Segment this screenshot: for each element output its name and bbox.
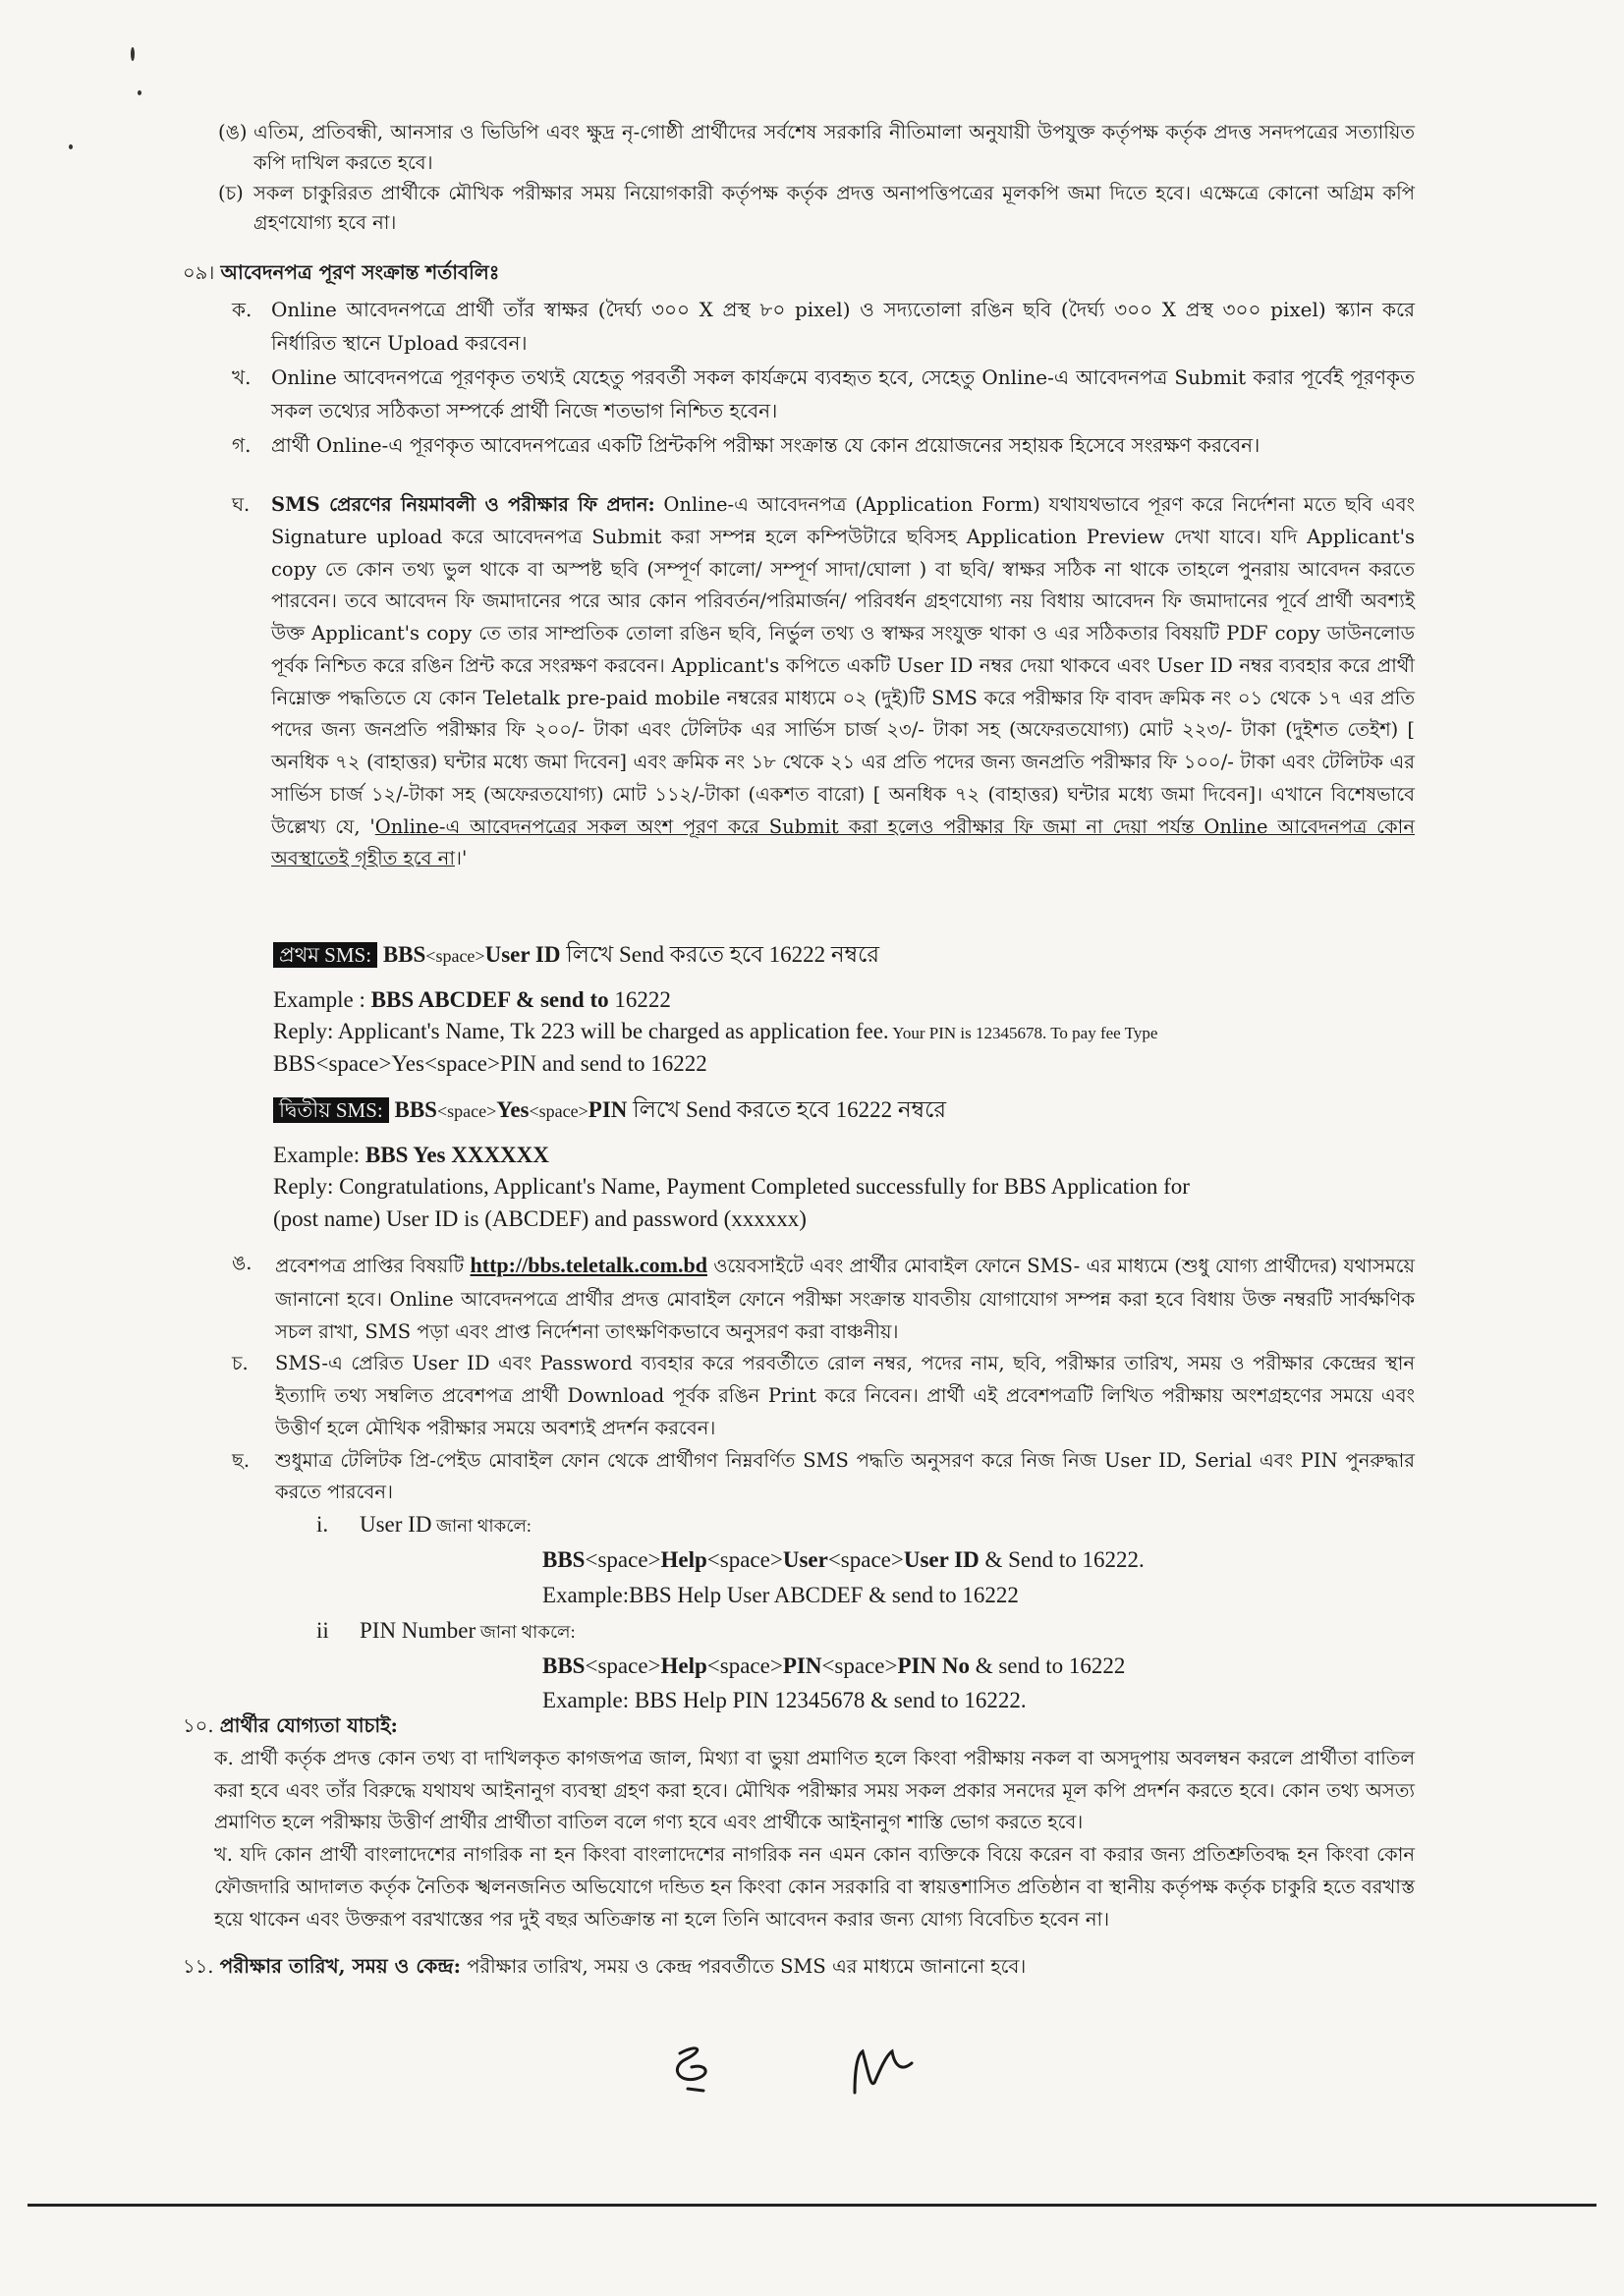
list-marker: ii	[316, 1617, 329, 1643]
scan-mark	[69, 144, 73, 149]
space-token: <space>	[821, 1652, 898, 1678]
note-tail: ।'	[454, 847, 468, 870]
cmd-part: PIN	[782, 1652, 822, 1678]
item-marker: ঙ.	[232, 1252, 252, 1274]
section-heading: প্রার্থীর যোগ্যতা যাচাই:	[219, 1713, 398, 1737]
section-09-heading	[183, 257, 1362, 289]
item-marker: চ.	[232, 1352, 249, 1375]
section-number: ০৯।	[183, 261, 215, 284]
item-text: SMS-এ প্রেরিত User ID এবং Password ব্যবহার করে পরবর্তীতে রোল নম্বর, পদের নাম, ছবি, পরীক্ষার তারিখ, সময় ও পরীক্ষার কেন্দ্রের স্থান ইত্যাদি তথ্য সম্বলিত প্রবেশপত্র প্রার্থী Download পূর্বক রঙিন Print করে নিবেন। প্রার্থী এই প্রবেশপত্রটি লিখিত পরীক্ষায় অংশগ্রহণের সময়ে এবং উত্তীর্ণ হলে মৌখিক পরীক্ষার সময়ে অবশ্যই প্রদর্শন করবেন।	[275, 1352, 1415, 1439]
section-09-more	[232, 1248, 1415, 1509]
sms-cmd: PIN	[588, 1097, 628, 1122]
item-6-nga	[218, 118, 1415, 179]
first-sms-reply	[273, 1016, 1423, 1047]
sms-cmd: BBS	[394, 1097, 437, 1122]
recover-ii	[316, 1613, 1397, 1649]
item-marker: খ.	[232, 364, 252, 389]
item-text: ওয়েবসাইটে এবং প্রার্থীর মোবাইল ফোনে SMS- এর মাধ্যমে (শুধু যোগ্য প্রার্থীদের) যথাসময়ে জানানো হবে। Online আবেদনপত্রে প্রার্থীর প্রদত্ত মোবাইল ফোনে পরীক্ষা সংক্রান্ত যাবতীয় যোগাযোগ সম্পন্ন করা হবে বিধায় উক্ত নম্বরটি সার্বক্ষণিক সচল রাখা, SMS পড়া এবং প্রাপ্ত নির্দেশনা তাৎক্ষণিকভাবে অনুসরণ করা বাঞ্চনীয়।	[275, 1255, 1415, 1343]
space-token: <space>	[529, 1101, 588, 1121]
second-sms-reply-2: (post name) User ID is (ABCDEF) and password (xxxxxx)	[273, 1205, 807, 1231]
recover-i-cmd	[316, 1542, 1397, 1578]
section-09-items	[232, 293, 1415, 462]
scan-mark	[131, 47, 135, 61]
recover-i	[316, 1507, 1397, 1542]
first-sms-reply-2: BBS<space>Yes<space>PIN and send to 16222	[273, 1050, 707, 1076]
example-number: 16222	[608, 987, 671, 1013]
item-9-nga	[232, 1248, 1415, 1348]
section-text: পরীক্ষার তারিখ, সময় ও কেন্দ্র পরবর্তীতে SMS এর মাধ্যমে জানানো হবে।	[461, 1955, 1027, 1978]
second-sms-reply: Reply: Congratulations, Applicant's Name, Payment Completed successfully for BBS Application for	[273, 1174, 1190, 1200]
second-sms-line	[273, 1094, 1423, 1126]
item-text: প্রবেশপত্র প্রাপ্তির বিষয়টি	[275, 1255, 471, 1277]
important-note: Online-এ আবেদনপত্রের সকল অংশ পূরণ করে Submit করা হলেও পরীক্ষার ফি জমা না দেয়া পর্যন্ত Online আবেদনপত্র কোন অবস্থাতেই গৃহীত হবে না	[271, 814, 1415, 870]
item-text: এতিম, প্রতিবন্ধী, আনসার ও ভিডিপি এবং ক্ষুদ্র নৃ-গোষ্ঠী প্রার্থীদের সর্বশেষ সরকারি নীতিমালা অনুযায়ী উপযুক্ত কর্তৃপক্ষ কর্তৃক প্রদত্ত সনদপত্রের সত্যায়িত কপি দাখিল করতে হবে।	[253, 121, 1415, 174]
item-9-gha	[232, 489, 1415, 875]
item-marker: ক.	[232, 298, 252, 321]
section-number: ১০.	[183, 1714, 214, 1737]
cmd-part: User	[782, 1546, 828, 1572]
item-text: সকল চাকুরিরত প্রার্থীকে মৌখিক পরীক্ষার সময় নিয়োগকারী কর্তৃপক্ষ কর্তৃক প্রদত্ত অনাপত্তিপত্রের মূলকপি জমা দিতে হবে। এক্ষেত্রে কোনো অগ্রিম কপি গ্রহণযোগ্য হবে না।	[253, 181, 1415, 235]
first-sms-label: প্রথম SMS:	[273, 942, 377, 968]
item-text: প্রার্থী Online-এ পূরণকৃত আবেদনপত্রের একটি প্রিন্টকপি পরীক্ষা সংক্রান্ত যে কোন প্রয়োজনের সহায়ক হিসেবে সংরক্ষণ করবেন।	[271, 432, 1260, 457]
item-text-wrap	[271, 489, 1415, 875]
cmd-tail: & send to 16222	[969, 1652, 1126, 1678]
first-sms-example	[273, 984, 1423, 1016]
cmd-part: BBS	[542, 1652, 586, 1678]
teletalk-link[interactable]: http://bbs.teletalk.com.bd	[470, 1253, 707, 1277]
recover-label: User ID	[360, 1512, 432, 1537]
section-11-line	[183, 1951, 1415, 1983]
section-10-kha: খ. যদি কোন প্রার্থী বাংলাদেশের নাগরিক না হন কিংবা বাংলাদেশের নাগরিক নন এমন কোন ব্যক্তিকে বিয়ে করেন বা করার জন্য প্রতিশ্রুতিবদ্ধ হন কিংবা কোন ফৌজদারি আদালত কর্তৃক নৈতিক স্খলনজনিত অভিযোগে দন্ডিত হন কিংবা কোন সরকারি বা স্বায়ত্তশাসিত প্রতিষ্ঠান বা স্থানীয় কর্তৃপক্ষ কর্তৃক চাকুরি হতে বরখাস্ত হয়ে থাকেন এবং উক্তরূপ বরখাস্তের পর দুই বছর অতিক্রান্ত না হলে তিনি আবেদন করার জন্য যোগ্য বিবেচিত হবেন না।	[214, 1843, 1415, 1931]
item-text: Online আবেদনপত্রে প্রার্থী তাঁর স্বাক্ষর (দৈর্ঘ্য ৩০০ X প্রস্থ ৮০ pixel) ও সদ্যতোলা রঙিন ছবি (দৈর্ঘ্য ৩০০ X প্রস্থ ৩০০ pixel) স্ক্যান করে নির্ধারিত স্থানে Upload করবেন।	[271, 298, 1415, 356]
example-command: BBS Yes XXXXXX	[364, 1143, 549, 1168]
item-9-ka	[232, 293, 1415, 361]
sms-rules-text: Online-এ আবেদনপত্র (Application Form) যথাযথভাবে পূরণ করে নির্দেশনা মতে ছবি এবং Signature upload করে আবেদনপত্র Submit করা সম্পন্ন হলে কম্পিউটারে ছবিসহ Application Preview দেখা যাবে। যদি Applicant's copy তে কোন তথ্য ভুল থাকে বা অস্পষ্ট ছবি (সম্পূর্ণ কালো/ সম্পূর্ণ সাদা/ঘোলা ) বা ছবি/ স্বাক্ষর সঠিক না থাকে তাহলে পুনরায় আবেদন করতে পারবেন। তবে আবেদন ফি জমাদানের পরে আর কোন পরিবর্তন/পরিমার্জন/ পরিবর্ধন গ্রহণযোগ্য নয় বিধায় আবেদন ফি জমাদানের পূর্বে প্রার্থী অবশ্যই উক্ত Applicant's copy তে তার সাম্প্রতিক তোলা রঙিন ছবি, নির্ভুল তথ্য ও স্বাক্ষর সংযুক্ত থাকা ও এর সঠিকতার বিষয়টি PDF copy ডাউনলোড পূর্বক নিশ্চিত করে রঙিন প্রিন্ট করে সংরক্ষণ করবেন। Applicant's কপিতে একটি User ID নম্বর দেয়া থাকবে এবং User ID নম্বর ব্যবহার করে প্রার্থী নিম্নোক্ত পদ্ধতিতে যে কোন Teletalk pre-paid mobile নম্বরের মাধ্যমে ০২ (দুই)টি SMS করে পরীক্ষার ফি বাবদ ক্রমিক নং ০১ থেকে ১৭ এর প্রতি পদের জন্য জনপ্রতি পরীক্ষার ফি ২০০/- টাকা এবং টেলিটক এর সার্ভিস চার্জ ২৩/- টাকা সহ (অফেরতযোগ্য) মোট ২২৩/- টাকা (দুইশত তেইশ) [ অনধিক ৭২ (বাহাত্তর) ঘন্টার মধ্যে জমা দিবেন] এবং ক্রমিক নং ১৮ থেকে ২১ এর প্রতি পদের জন্য জনপ্রতি পরীক্ষার ফি ১০০/- টাকা এবং টেলিটক এর সার্ভিস চার্জ ১২/-টাকা সহ (অফেরতযোগ্য) মোট ১১২/-টাকা (একশত বারো) [ অনধিক ৭২ (বাহাত্তর) ঘন্টার মধ্যে জমা দিবেন]। এখানে বিশেষভাবে উল্লেখ্য যে, '	[271, 493, 1415, 838]
section-10-heading-line	[183, 1709, 1415, 1743]
item-9-kha	[232, 361, 1415, 428]
section-10	[183, 1709, 1415, 1935]
section-11	[183, 1951, 1415, 1983]
item-marker: গ.	[232, 432, 252, 457]
item-text: Online আবেদনপত্রে পূরণকৃত তথ্যই যেহেতু পরবর্তী সকল কার্যক্রমে ব্যবহৃত হবে, সেহেতু Online-এ আবেদনপত্র Submit করার পূর্বেই পূরণকৃত সকল তথ্যের সঠিকতা সম্পর্কে প্রার্থী নিজে শতভাগ নিশ্চিত হবেন।	[271, 364, 1415, 423]
sms-cmd: User ID	[484, 942, 561, 967]
recover-label: PIN Number	[360, 1617, 476, 1643]
space-token: <space>	[585, 1546, 661, 1572]
item-text: শুধুমাত্র টেলিটক প্রি-পেইড মোবাইল ফোন থেকে প্রার্থীগণ নিম্নবর্ণিত SMS পদ্ধতি অনুসরণ করে নিজ নিজ User ID, Serial এবং PIN পুনরুদ্ধার করতে পারবেন।	[275, 1448, 1415, 1504]
second-sms-block	[273, 1094, 1423, 1235]
item-marker: ঘ.	[232, 493, 251, 516]
item-9-chha	[232, 1445, 1415, 1510]
item-6-cha	[218, 179, 1415, 240]
item-9-ga	[232, 428, 1415, 462]
first-sms-block	[273, 939, 1423, 1080]
item-marker: (ঙ)	[218, 121, 248, 143]
section-heading: আবেদনপত্র পূরণ সংক্রান্ত শর্তাবলিঃ	[220, 260, 500, 284]
example-prefix: Example:	[273, 1143, 365, 1168]
sms-instruction: লিখে Send করতে হবে 16222 নম্বরে	[627, 1097, 947, 1122]
sms-cmd: Yes	[496, 1097, 530, 1122]
first-sms-line	[273, 939, 1423, 971]
recover-ii-example: Example: BBS Help PIN 12345678 & send to 16222.	[542, 1688, 1027, 1713]
cmd-part: Help	[660, 1546, 707, 1572]
item-marker: ছ.	[232, 1448, 251, 1472]
cmd-part: Help	[660, 1652, 707, 1678]
recover-block	[316, 1507, 1397, 1718]
cmd-part: BBS	[542, 1546, 586, 1572]
scan-mark	[138, 90, 141, 95]
section-number: ১১.	[183, 1955, 214, 1978]
section-06-items	[218, 118, 1415, 239]
example-command: BBS ABCDEF & send to	[370, 987, 609, 1013]
reply-small-text: Your PIN is 12345678. To pay fee Type	[888, 1024, 1158, 1043]
reply-text: Reply: Applicant's Name, Tk 223 will be charged as application fee.	[273, 1019, 889, 1044]
section-09-gha	[232, 489, 1415, 875]
space-token: <space>	[425, 946, 485, 966]
recover-ii-cmd	[316, 1649, 1397, 1684]
recover-label-bn: জানা থাকলে:	[431, 1516, 532, 1536]
footer-rule	[28, 2204, 1596, 2207]
cmd-part: User ID	[903, 1546, 980, 1572]
recover-i-example: Example:BBS Help User ABCDEF & send to 16222	[542, 1582, 1019, 1607]
recover-label-bn: জানা থাকলে:	[476, 1621, 576, 1642]
signature-mark	[668, 2034, 924, 2112]
sms-instruction: লিখে Send করতে হবে 16222 নম্বরে	[560, 942, 880, 967]
list-marker: i.	[316, 1512, 329, 1537]
example-prefix: Example :	[273, 987, 371, 1013]
item-text-wrap	[275, 1248, 1415, 1348]
space-token: <space>	[706, 1652, 783, 1678]
space-token: <space>	[585, 1652, 661, 1678]
sms-rules-heading: SMS প্রেরণের নিয়মাবলী ও পরীক্ষার ফি প্রদান:	[271, 493, 655, 516]
item-9-cha	[232, 1348, 1415, 1444]
cmd-part: PIN No	[897, 1652, 970, 1678]
space-token: <space>	[436, 1101, 497, 1121]
section-10-ka: ক. প্রার্থী কর্তৃক প্রদত্ত কোন তথ্য বা দাখিলকৃত কাগজপত্র জাল, মিথ্যা বা ভুয়া প্রমাণিত হলে কিংবা পরীক্ষায় নকল বা অসদুপায় অবলম্বন করলে প্রার্থীতা বাতিল করা হবে এবং তাঁর বিরুদ্ধে যথাযথ আইনানুগ ব্যবস্থা গ্রহণ করা হবে। মৌখিক পরীক্ষার সময় সকল প্রকার সনদের মূল কপি প্রদর্শন করতে হবে। কোন তথ্য অসত্য প্রমাণিত হলে পরীক্ষায় উত্তীর্ণ প্রার্থীর প্রার্থীতা বাতিল বলে গণ্য হবে এবং প্রার্থীকে আইনানুগ শাস্তি ভোগ করতে হবে।	[214, 1746, 1415, 1834]
space-token: <space>	[827, 1546, 904, 1572]
second-sms-example	[273, 1140, 1423, 1171]
space-token: <space>	[706, 1546, 783, 1572]
second-sms-label: দ্বিতীয় SMS:	[273, 1097, 389, 1123]
section-heading: পরীক্ষার তারিখ, সময় ও কেন্দ্র:	[219, 1954, 461, 1978]
sms-cmd: BBS	[382, 942, 426, 967]
item-marker: (চ)	[218, 181, 244, 204]
cmd-tail: & Send to 16222.	[979, 1546, 1145, 1572]
